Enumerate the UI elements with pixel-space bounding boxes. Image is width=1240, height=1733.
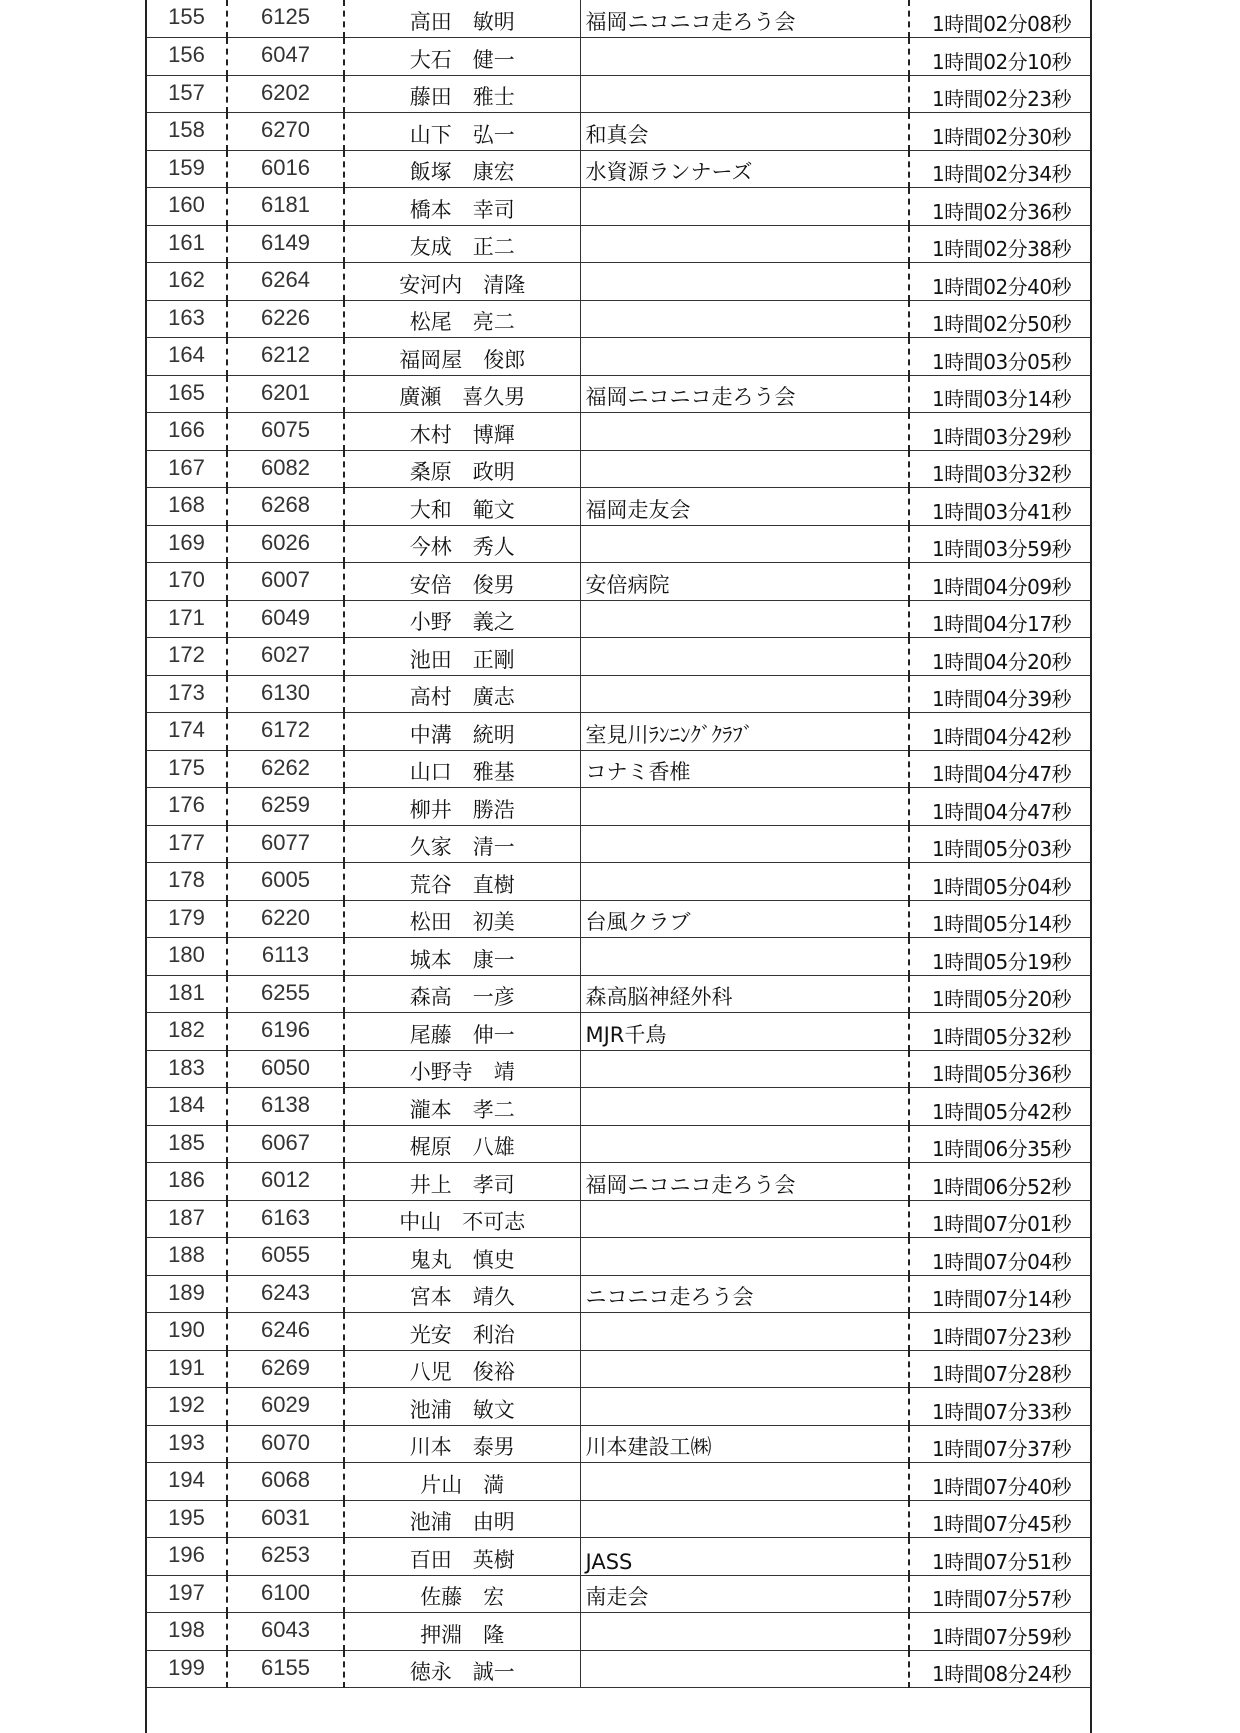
finish-time-cell: 1時間05分03秒 xyxy=(909,825,1090,863)
table-row xyxy=(147,0,1090,38)
table-row xyxy=(147,938,1090,976)
bib-number-cell: 6149 xyxy=(227,225,344,263)
bib-number-cell: 6255 xyxy=(227,975,344,1013)
bib-number-cell: 6155 xyxy=(227,1650,344,1688)
club-name-cell: 川本建設工㈱ xyxy=(580,1425,909,1463)
table-row xyxy=(147,338,1090,376)
table-row xyxy=(147,563,1090,601)
finish-time-cell: 1時間02分38秒 xyxy=(909,225,1090,263)
table-row xyxy=(147,38,1090,76)
runner-name-cell: 池浦 敏文 xyxy=(344,1388,580,1426)
finish-time-cell: 1時間07分57秒 xyxy=(909,1575,1090,1613)
table-row xyxy=(147,300,1090,338)
bib-number-cell: 6130 xyxy=(227,675,344,713)
runner-name-cell: 久家 清一 xyxy=(344,825,580,863)
table-row xyxy=(147,225,1090,263)
club-name-cell xyxy=(580,1650,909,1688)
table-row xyxy=(147,1238,1090,1276)
table-row xyxy=(147,1088,1090,1126)
rank-cell: 196 xyxy=(147,1538,227,1576)
club-name-cell: 安倍病院 xyxy=(580,563,909,601)
finish-time-cell: 1時間07分23秒 xyxy=(909,1313,1090,1351)
rank-cell: 168 xyxy=(147,488,227,526)
finish-time-cell: 1時間04分20秒 xyxy=(909,638,1090,676)
finish-time-cell: 1時間03分05秒 xyxy=(909,338,1090,376)
runner-name-cell: 飯塚 康宏 xyxy=(344,150,580,188)
rank-cell: 184 xyxy=(147,1088,227,1126)
runner-name-cell: 安河内 清隆 xyxy=(344,263,580,301)
club-name-cell xyxy=(580,1088,909,1126)
bib-number-cell: 6264 xyxy=(227,263,344,301)
club-name-cell: JASS xyxy=(580,1538,909,1576)
table-row xyxy=(147,638,1090,676)
runner-name-cell: 佐藤 宏 xyxy=(344,1575,580,1613)
runner-name-cell: 高田 敏明 xyxy=(344,0,580,38)
runner-name-cell: 大石 健一 xyxy=(344,38,580,76)
finish-time-cell: 1時間02分10秒 xyxy=(909,38,1090,76)
bib-number-cell: 6050 xyxy=(227,1050,344,1088)
runner-name-cell: 廣瀬 喜久男 xyxy=(344,375,580,413)
table-row xyxy=(147,1313,1090,1351)
bib-number-cell: 6070 xyxy=(227,1425,344,1463)
bib-number-cell: 6163 xyxy=(227,1200,344,1238)
finish-time-cell: 1時間05分36秒 xyxy=(909,1050,1090,1088)
bib-number-cell: 6202 xyxy=(227,75,344,113)
rank-cell: 185 xyxy=(147,1125,227,1163)
bib-number-cell: 6049 xyxy=(227,600,344,638)
finish-time-cell: 1時間05分19秒 xyxy=(909,938,1090,976)
bib-number-cell: 6259 xyxy=(227,788,344,826)
finish-time-cell: 1時間03分14秒 xyxy=(909,375,1090,413)
bib-number-cell: 6220 xyxy=(227,900,344,938)
bib-number-cell: 6125 xyxy=(227,0,344,38)
finish-time-cell: 1時間02分30秒 xyxy=(909,113,1090,151)
runner-name-cell: 池田 正剛 xyxy=(344,638,580,676)
table-row xyxy=(147,1200,1090,1238)
table-row xyxy=(147,450,1090,488)
club-name-cell xyxy=(580,38,909,76)
rank-cell: 197 xyxy=(147,1575,227,1613)
results-sheet xyxy=(145,0,1092,1733)
finish-time-cell: 1時間06分52秒 xyxy=(909,1163,1090,1201)
table-row xyxy=(147,1425,1090,1463)
table-row xyxy=(147,1050,1090,1088)
runner-name-cell: 百田 英樹 xyxy=(344,1538,580,1576)
runner-name-cell: 木村 博輝 xyxy=(344,413,580,451)
table-row xyxy=(147,1125,1090,1163)
club-name-cell xyxy=(580,1050,909,1088)
finish-time-cell: 1時間02分40秒 xyxy=(909,263,1090,301)
rank-cell: 198 xyxy=(147,1613,227,1651)
club-name-cell xyxy=(580,825,909,863)
runner-name-cell: 瀧本 孝二 xyxy=(344,1088,580,1126)
table-row xyxy=(147,975,1090,1013)
runner-name-cell: 安倍 俊男 xyxy=(344,563,580,601)
table-row xyxy=(147,188,1090,226)
rank-cell: 159 xyxy=(147,150,227,188)
rank-cell: 176 xyxy=(147,788,227,826)
club-name-cell xyxy=(580,225,909,263)
club-name-cell xyxy=(580,413,909,451)
club-name-cell xyxy=(580,525,909,563)
club-name-cell xyxy=(580,1200,909,1238)
table-row xyxy=(147,113,1090,151)
finish-time-cell: 1時間03分59秒 xyxy=(909,525,1090,563)
table-row xyxy=(147,825,1090,863)
runner-name-cell: 片山 満 xyxy=(344,1463,580,1501)
club-name-cell: コナミ香椎 xyxy=(580,750,909,788)
table-row xyxy=(147,1613,1090,1651)
rank-cell: 191 xyxy=(147,1350,227,1388)
table-row xyxy=(147,263,1090,301)
table-row xyxy=(147,1538,1090,1576)
rank-cell: 187 xyxy=(147,1200,227,1238)
bib-number-cell: 6005 xyxy=(227,863,344,901)
rank-cell: 164 xyxy=(147,338,227,376)
runner-name-cell: 桑原 政明 xyxy=(344,450,580,488)
bib-number-cell: 6100 xyxy=(227,1575,344,1613)
club-name-cell xyxy=(580,1350,909,1388)
bib-number-cell: 6026 xyxy=(227,525,344,563)
finish-time-cell: 1時間07分14秒 xyxy=(909,1275,1090,1313)
table-row xyxy=(147,150,1090,188)
table-row xyxy=(147,1350,1090,1388)
club-name-cell xyxy=(580,863,909,901)
bib-number-cell: 6067 xyxy=(227,1125,344,1163)
club-name-cell xyxy=(580,1388,909,1426)
bib-number-cell: 6027 xyxy=(227,638,344,676)
table-row xyxy=(147,1013,1090,1051)
table-row xyxy=(147,1388,1090,1426)
finish-time-cell: 1時間02分23秒 xyxy=(909,75,1090,113)
finish-time-cell: 1時間07分45秒 xyxy=(909,1500,1090,1538)
bib-number-cell: 6077 xyxy=(227,825,344,863)
club-name-cell xyxy=(580,938,909,976)
bib-number-cell: 6043 xyxy=(227,1613,344,1651)
finish-time-cell: 1時間07分28秒 xyxy=(909,1350,1090,1388)
rank-cell: 181 xyxy=(147,975,227,1013)
runner-name-cell: 藤田 雅士 xyxy=(344,75,580,113)
results-table-body xyxy=(147,0,1090,1688)
finish-time-cell: 1時間05分32秒 xyxy=(909,1013,1090,1051)
rank-cell: 193 xyxy=(147,1425,227,1463)
bib-number-cell: 6055 xyxy=(227,1238,344,1276)
finish-time-cell: 1時間06分35秒 xyxy=(909,1125,1090,1163)
club-name-cell xyxy=(580,675,909,713)
bib-number-cell: 6029 xyxy=(227,1388,344,1426)
runner-name-cell: 押淵 隆 xyxy=(344,1613,580,1651)
rank-cell: 190 xyxy=(147,1313,227,1351)
runner-name-cell: 今林 秀人 xyxy=(344,525,580,563)
table-row xyxy=(147,1575,1090,1613)
table-row xyxy=(147,75,1090,113)
rank-cell: 167 xyxy=(147,450,227,488)
club-name-cell: 森高脳神経外科 xyxy=(580,975,909,1013)
runner-name-cell: 池浦 由明 xyxy=(344,1500,580,1538)
bib-number-cell: 6262 xyxy=(227,750,344,788)
bib-number-cell: 6138 xyxy=(227,1088,344,1126)
rank-cell: 188 xyxy=(147,1238,227,1276)
club-name-cell xyxy=(580,1613,909,1651)
bib-number-cell: 6012 xyxy=(227,1163,344,1201)
rank-cell: 189 xyxy=(147,1275,227,1313)
table-row xyxy=(147,750,1090,788)
table-row xyxy=(147,900,1090,938)
rank-cell: 165 xyxy=(147,375,227,413)
club-name-cell xyxy=(580,300,909,338)
rank-cell: 157 xyxy=(147,75,227,113)
club-name-cell: MJR千鳥 xyxy=(580,1013,909,1051)
table-row xyxy=(147,600,1090,638)
runner-name-cell: 小野寺 靖 xyxy=(344,1050,580,1088)
finish-time-cell: 1時間02分34秒 xyxy=(909,150,1090,188)
bib-number-cell: 6269 xyxy=(227,1350,344,1388)
runner-name-cell: 八児 俊裕 xyxy=(344,1350,580,1388)
table-row xyxy=(147,1500,1090,1538)
table-row xyxy=(147,863,1090,901)
rank-cell: 186 xyxy=(147,1163,227,1201)
rank-cell: 180 xyxy=(147,938,227,976)
runner-name-cell: 大和 範文 xyxy=(344,488,580,526)
rank-cell: 194 xyxy=(147,1463,227,1501)
rank-cell: 174 xyxy=(147,713,227,751)
table-row xyxy=(147,788,1090,826)
bib-number-cell: 6172 xyxy=(227,713,344,751)
finish-time-cell: 1時間05分42秒 xyxy=(909,1088,1090,1126)
runner-name-cell: 山下 弘一 xyxy=(344,113,580,151)
club-name-cell xyxy=(580,1500,909,1538)
bib-number-cell: 6016 xyxy=(227,150,344,188)
rank-cell: 178 xyxy=(147,863,227,901)
club-name-cell xyxy=(580,1125,909,1163)
runner-name-cell: 鬼丸 慎史 xyxy=(344,1238,580,1276)
bib-number-cell: 6181 xyxy=(227,188,344,226)
rank-cell: 195 xyxy=(147,1500,227,1538)
table-row xyxy=(147,488,1090,526)
rank-cell: 182 xyxy=(147,1013,227,1051)
club-name-cell: 和真会 xyxy=(580,113,909,151)
rank-cell: 169 xyxy=(147,525,227,563)
finish-time-cell: 1時間04分39秒 xyxy=(909,675,1090,713)
finish-time-cell: 1時間08分24秒 xyxy=(909,1650,1090,1688)
rank-cell: 199 xyxy=(147,1650,227,1688)
club-name-cell xyxy=(580,600,909,638)
club-name-cell xyxy=(580,75,909,113)
runner-name-cell: 松尾 亮二 xyxy=(344,300,580,338)
runner-name-cell: 城本 康一 xyxy=(344,938,580,976)
runner-name-cell: 中山 不可志 xyxy=(344,1200,580,1238)
rank-cell: 172 xyxy=(147,638,227,676)
bib-number-cell: 6212 xyxy=(227,338,344,376)
table-row xyxy=(147,375,1090,413)
runner-name-cell: 森高 一彦 xyxy=(344,975,580,1013)
table-row xyxy=(147,525,1090,563)
finish-time-cell: 1時間07分37秒 xyxy=(909,1425,1090,1463)
runner-name-cell: 梶原 八雄 xyxy=(344,1125,580,1163)
rank-cell: 192 xyxy=(147,1388,227,1426)
runner-name-cell: 山口 雅基 xyxy=(344,750,580,788)
finish-time-cell: 1時間07分40秒 xyxy=(909,1463,1090,1501)
table-row xyxy=(147,675,1090,713)
finish-time-cell: 1時間04分47秒 xyxy=(909,788,1090,826)
table-row xyxy=(147,1275,1090,1313)
bib-number-cell: 6201 xyxy=(227,375,344,413)
club-name-cell: 福岡走友会 xyxy=(580,488,909,526)
rank-cell: 175 xyxy=(147,750,227,788)
runner-name-cell: 高村 廣志 xyxy=(344,675,580,713)
rank-cell: 156 xyxy=(147,38,227,76)
runner-name-cell: 宮本 靖久 xyxy=(344,1275,580,1313)
runner-name-cell: 光安 利治 xyxy=(344,1313,580,1351)
finish-time-cell: 1時間04分42秒 xyxy=(909,713,1090,751)
finish-time-cell: 1時間02分36秒 xyxy=(909,188,1090,226)
runner-name-cell: 松田 初美 xyxy=(344,900,580,938)
runner-name-cell: 小野 義之 xyxy=(344,600,580,638)
club-name-cell xyxy=(580,1238,909,1276)
finish-time-cell: 1時間03分41秒 xyxy=(909,488,1090,526)
bib-number-cell: 6196 xyxy=(227,1013,344,1051)
rank-cell: 171 xyxy=(147,600,227,638)
rank-cell: 177 xyxy=(147,825,227,863)
club-name-cell: 福岡ニコニコ走ろう会 xyxy=(580,1163,909,1201)
finish-time-cell: 1時間07分01秒 xyxy=(909,1200,1090,1238)
rank-cell: 166 xyxy=(147,413,227,451)
finish-time-cell: 1時間05分04秒 xyxy=(909,863,1090,901)
finish-time-cell: 1時間07分51秒 xyxy=(909,1538,1090,1576)
rank-cell: 170 xyxy=(147,563,227,601)
bib-number-cell: 6068 xyxy=(227,1463,344,1501)
bib-number-cell: 6246 xyxy=(227,1313,344,1351)
club-name-cell xyxy=(580,338,909,376)
runner-name-cell: 川本 泰男 xyxy=(344,1425,580,1463)
rank-cell: 161 xyxy=(147,225,227,263)
club-name-cell: ニコニコ走ろう会 xyxy=(580,1275,909,1313)
rank-cell: 173 xyxy=(147,675,227,713)
finish-time-cell: 1時間03分32秒 xyxy=(909,450,1090,488)
runner-name-cell: 井上 孝司 xyxy=(344,1163,580,1201)
rank-cell: 155 xyxy=(147,0,227,38)
bib-number-cell: 6031 xyxy=(227,1500,344,1538)
bib-number-cell: 6075 xyxy=(227,413,344,451)
finish-time-cell: 1時間03分29秒 xyxy=(909,413,1090,451)
finish-time-cell: 1時間04分17秒 xyxy=(909,600,1090,638)
table-row xyxy=(147,713,1090,751)
finish-time-cell: 1時間04分09秒 xyxy=(909,563,1090,601)
runner-name-cell: 福岡屋 俊郎 xyxy=(344,338,580,376)
bib-number-cell: 6113 xyxy=(227,938,344,976)
bib-number-cell: 6270 xyxy=(227,113,344,151)
table-row xyxy=(147,1163,1090,1201)
rank-cell: 160 xyxy=(147,188,227,226)
runner-name-cell: 友成 正二 xyxy=(344,225,580,263)
rank-cell: 162 xyxy=(147,263,227,301)
table-row xyxy=(147,1463,1090,1501)
club-name-cell xyxy=(580,188,909,226)
runner-name-cell: 徳永 誠一 xyxy=(344,1650,580,1688)
bib-number-cell: 6253 xyxy=(227,1538,344,1576)
finish-time-cell: 1時間02分50秒 xyxy=(909,300,1090,338)
runner-name-cell: 荒谷 直樹 xyxy=(344,863,580,901)
finish-time-cell: 1時間02分08秒 xyxy=(909,0,1090,38)
finish-time-cell: 1時間05分20秒 xyxy=(909,975,1090,1013)
bib-number-cell: 6226 xyxy=(227,300,344,338)
finish-time-cell: 1時間07分04秒 xyxy=(909,1238,1090,1276)
bib-number-cell: 6268 xyxy=(227,488,344,526)
club-name-cell xyxy=(580,263,909,301)
rank-cell: 163 xyxy=(147,300,227,338)
finish-time-cell: 1時間04分47秒 xyxy=(909,750,1090,788)
club-name-cell: 福岡ニコニコ走ろう会 xyxy=(580,375,909,413)
club-name-cell: 水資源ランナーズ xyxy=(580,150,909,188)
runner-name-cell: 尾藤 伸一 xyxy=(344,1013,580,1051)
club-name-cell xyxy=(580,450,909,488)
rank-cell: 183 xyxy=(147,1050,227,1088)
finish-time-cell: 1時間07分33秒 xyxy=(909,1388,1090,1426)
bib-number-cell: 6047 xyxy=(227,38,344,76)
club-name-cell: 室見川ﾗﾝﾆﾝｸﾞｸﾗﾌﾞ xyxy=(580,713,909,751)
table-row xyxy=(147,413,1090,451)
rank-cell: 158 xyxy=(147,113,227,151)
club-name-cell xyxy=(580,1313,909,1351)
bib-number-cell: 6243 xyxy=(227,1275,344,1313)
club-name-cell xyxy=(580,1463,909,1501)
bib-number-cell: 6082 xyxy=(227,450,344,488)
runner-name-cell: 柳井 勝浩 xyxy=(344,788,580,826)
club-name-cell xyxy=(580,638,909,676)
club-name-cell: 台風クラブ xyxy=(580,900,909,938)
results-table xyxy=(147,0,1090,1688)
rank-cell: 179 xyxy=(147,900,227,938)
runner-name-cell: 橋本 幸司 xyxy=(344,188,580,226)
table-row xyxy=(147,1650,1090,1688)
club-name-cell xyxy=(580,788,909,826)
finish-time-cell: 1時間05分14秒 xyxy=(909,900,1090,938)
bib-number-cell: 6007 xyxy=(227,563,344,601)
club-name-cell: 南走会 xyxy=(580,1575,909,1613)
runner-name-cell: 中溝 統明 xyxy=(344,713,580,751)
finish-time-cell: 1時間07分59秒 xyxy=(909,1613,1090,1651)
club-name-cell: 福岡ニコニコ走ろう会 xyxy=(580,0,909,38)
